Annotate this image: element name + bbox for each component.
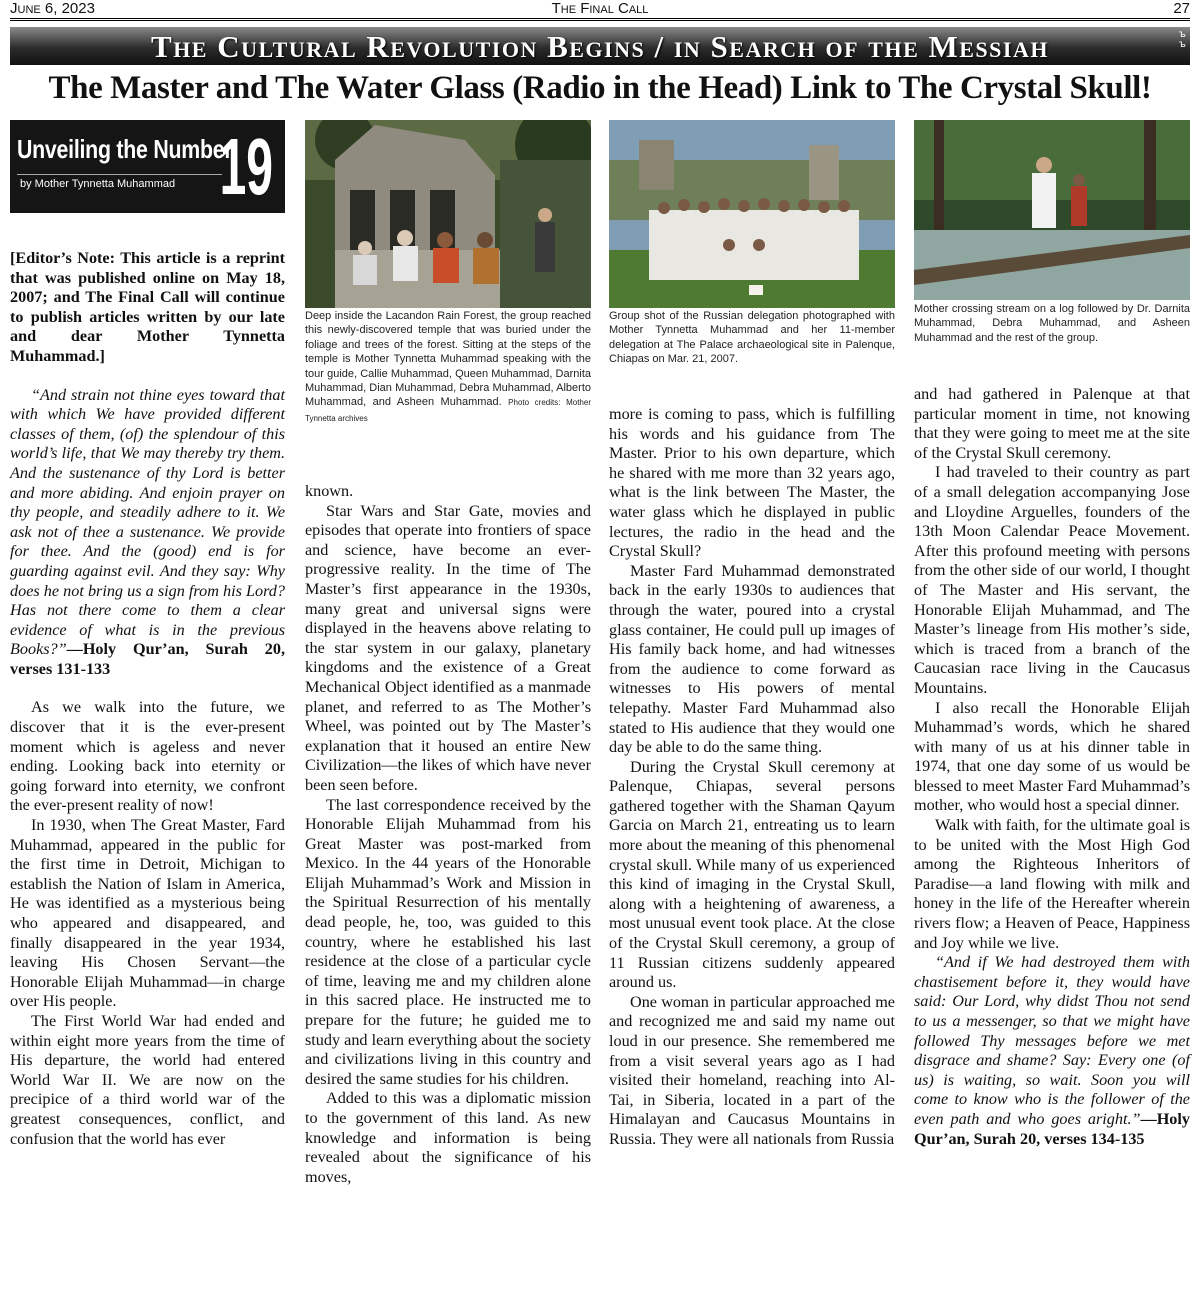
paragraph: Walk with faith, for the ultimate goal is to be united with the Most High God among the Righteous Inheritors of Paradise—a land flowing with milk and honey in the life of the Hereafter wherein rivers flow; a Heaven of Peace, Happiness and Joy while we live. (914, 816, 1190, 952)
photo-temple-group (305, 120, 591, 308)
quran-quote-opening-source: —Holy Qur’an, Surah 20, verses 131-133 (10, 640, 285, 678)
photo-temple-caption (305, 309, 591, 426)
paper-name: The Final Call (551, 0, 649, 17)
paragraph: As we walk into the future, we discover that it is the ever-present moment which is ageless and never ending. Looking back into eternity or going forward into eternity, we confront the ever-present reality of now! (10, 698, 285, 815)
article-headline: The Master and The Water Glass (Radio in the Head) Link to The Crystal Skull! (48, 70, 1152, 106)
article-column-2 (305, 482, 591, 1187)
column-logo-title: Unveiling the Number (17, 134, 233, 164)
paragraph: and had gathered in Palenque at that particular moment in time, not knowing that they were going to meet me at the site of the Crystal Skull ceremony. (914, 385, 1190, 462)
photo-stream-caption: Mother crossing stream on a log followed by Dr. Darnita Muhammad, Debra Muhammad, and Asheen Muhammad and the rest of the group. (914, 303, 1190, 344)
column-logo (10, 120, 285, 213)
quran-quote-opening-text: “And strain not thine eyes toward that with which We have provided different classes of them, (of) the splendour of this world’s life, that We may thereby try them. And the sustenance of thy Lord is better and more abiding. And enjoin prayer on thy people, and steadily adhere to it. We ask not of thee a sustenance. We provide for thee. And the (good) end is for guarding against evil. And they say: Why does he not bring us a sign from his Lord? Has not there come to them a clear evidence of what is in the previous Books?” (10, 385, 285, 659)
paragraph: In 1930, when The Great Master, Fard Muhammad, appeared in the public for the first time in Detroit, Michigan to establish the Nation of Islam in America, He was identified as a mysterious being who appeared and disappeared, and finally disappeared in the year 1934, leaving His Chosen Servant—the Honorable Elijah Muhammad—in charge over His people. (10, 816, 285, 1011)
paragraph: I also recall the Honorable Elijah Muhammad’s words, which he shared with many of us at his dinner table in 1974, that one day some of us would be blessed to meet Master Fard Muhammad’s mother, who would host a special dinner. (914, 698, 1190, 815)
banner-mark-icon: ъ ъ (1178, 29, 1186, 50)
article-column-3 (609, 405, 895, 1150)
section-banner (10, 27, 1190, 65)
column-logo-rule (17, 174, 222, 175)
paragraph: known. (305, 482, 354, 500)
quran-quote-opening (10, 386, 285, 680)
column-logo-number: 19 (219, 122, 273, 211)
quran-quote-closing-text: “And if We had destroyed them with chastisement before it, they would have said: Our Lord, why didst Thou not send to us a messenger, so that we might have followed Thy messages before we met disgrace and shame? Say: Every one (of us) is waiting, so wait. Soon you will come to know who is the follower of the even path and who goes aright.” (914, 953, 1190, 1128)
editor-note: [Editor’s Note: This article is a reprint that was published online on May 18, 2007; and The Final Call will continue to publish articles written by our late and dear Mother Tynnetta Muhammad.] (10, 249, 285, 365)
paragraph: The last correspondence received by the Honorable Elijah Muhammad from his Great Master was post-marked from Mexico. In the 44 years of the Honorable Elijah Muhammad’s Work and Mission in the Spiritual Resurrection of his mentally dead people, he, too, was guided to this country, where he established his last residence at the close of a particular cycle of time, leaving me and my children alone in this sacred place. He instructed me to prepare for the future; he guided me to study and learn everything about the society and civilizations living in this country and desired the same studies for his children. (305, 795, 591, 1088)
photo-temple-caption-text: Deep inside the Lacandon Rain Forest, the group reached this newly-discovered temple that was buried under the foliage and trees of the forest. Sitting at the steps of the temple is Mother Tynnetta Muhammad speaking with the tour guide, Callie Muhammad, Queen Muhammad, Darnita Muhammad, Dian Muhammad, Debra Muhammad, Alberto Muhammad, and Asheen Muhammad. (305, 310, 591, 409)
quran-quote-closing (914, 953, 1190, 1149)
page-number: 27 (1173, 0, 1190, 17)
paragraph: One woman in particular approached me and recognized me and said my name out loud in our presence. She remembered me from a visit several years ago as I had visited their homeland, reaching into Al-Tai, in Siberia, located in a part of the Himalayan and Caucasus Mountains in Russia. They were all nationals from Russia (609, 992, 895, 1148)
paragraph: more is coming to pass, which is fulfilling his words and his guidance from The Master. Prior to his own departure, which he shared with me more than 32 years ago, what is the link between The Master, the water glass which he displayed in public lectures, the radio in the head and the Crystal Skull? (609, 405, 895, 561)
column-logo-byline: by Mother Tynnetta Muhammad (20, 178, 176, 190)
paragraph: Master Fard Muhammad demonstrated back in the early 1930s to audiences that through the water, poured into a crystal glass container, He could pull up images of His family back home, and had witnesses from the audience to come forward as witnesses to His powers of mental telepathy. Master Fard Muhammad also stated to His audience that they would one day be able to do the same thing. (609, 561, 895, 757)
photo-stream-crossing (914, 120, 1190, 300)
paragraph: Star Wars and Star Gate, movies and episodes that operate into frontiers of space and science, have become an ever-progressive reality. In the time of The Master’s first appearance in the 1930s, many great and universal signs were displayed in the heavens above relating to the star system in our galaxy, planetary kingdoms and the existence of a Great Mechanical Object identified as a manmade planet, and referred to as The Mother’s Wheel, was pointed out by The Master’s explanation that it housed an entire New Civilization—the likes of which have never been seen before. (305, 501, 591, 794)
photo-delegation-caption: Group shot of the Russian delegation photographed with Mother Tynnetta Muhammad and her 11-member delegation at The Palace archaeological site in Palenque, Chiapas on Mar. 21, 2007. (609, 310, 895, 366)
banner-title: The Cultural Revolution Begins / in Search of the Messiah (151, 29, 1049, 64)
photo-russian-delegation (609, 120, 895, 308)
article-column-4 (914, 385, 1190, 1149)
paragraph: I had traveled to their country as part of a small delegation accompanying Jose and Lloydine Arguelles, founders of the 13th Moon Calendar Peace Movement. After this profound meeting with persons from the other side of our world, I thought of The Master and His servant, the Honorable Elijah Muhammad, and The Master’s lineage from His mother’s side, which is traced from a branch of the Caucasian race living in the Caucasus Mountains. (914, 463, 1190, 697)
quran-quote-closing-source: —Holy Qur’an, Surah 20, verses 134-135 (914, 1109, 1190, 1148)
paragraph: The First World War had ended and within eight more years from the time of His departure, the world had entered World War II. We are now on the precipice of a third world war of the greatest consequences, conflict, and confusion that the world has ever (10, 1011, 285, 1148)
article-column-1 (10, 249, 285, 1149)
paragraph: During the Crystal Skull ceremony at Palenque, Chiapas, several persons gathered together with the Shaman Qayum Garcia on March 21, entreating us to learn more about the meaning of this phenomenal crystal skull. While many of us experienced this kind of imaging in the Crystal Skull, along with a heightening of awareness, a most unusual event took place. At the close of the Crystal Skull ceremony, a group of 11 Russian citizens suddenly appeared around us. (609, 757, 895, 992)
photo-credit: Photo credits: Mother Tynnetta archives (305, 398, 591, 423)
issue-date: June 6, 2023 (10, 0, 95, 17)
page-header (10, 0, 1190, 21)
paragraph: Added to this was a diplomatic mission to the government of this land. As new knowledge and information is being revealed about the significance of his moves, (305, 1089, 591, 1186)
